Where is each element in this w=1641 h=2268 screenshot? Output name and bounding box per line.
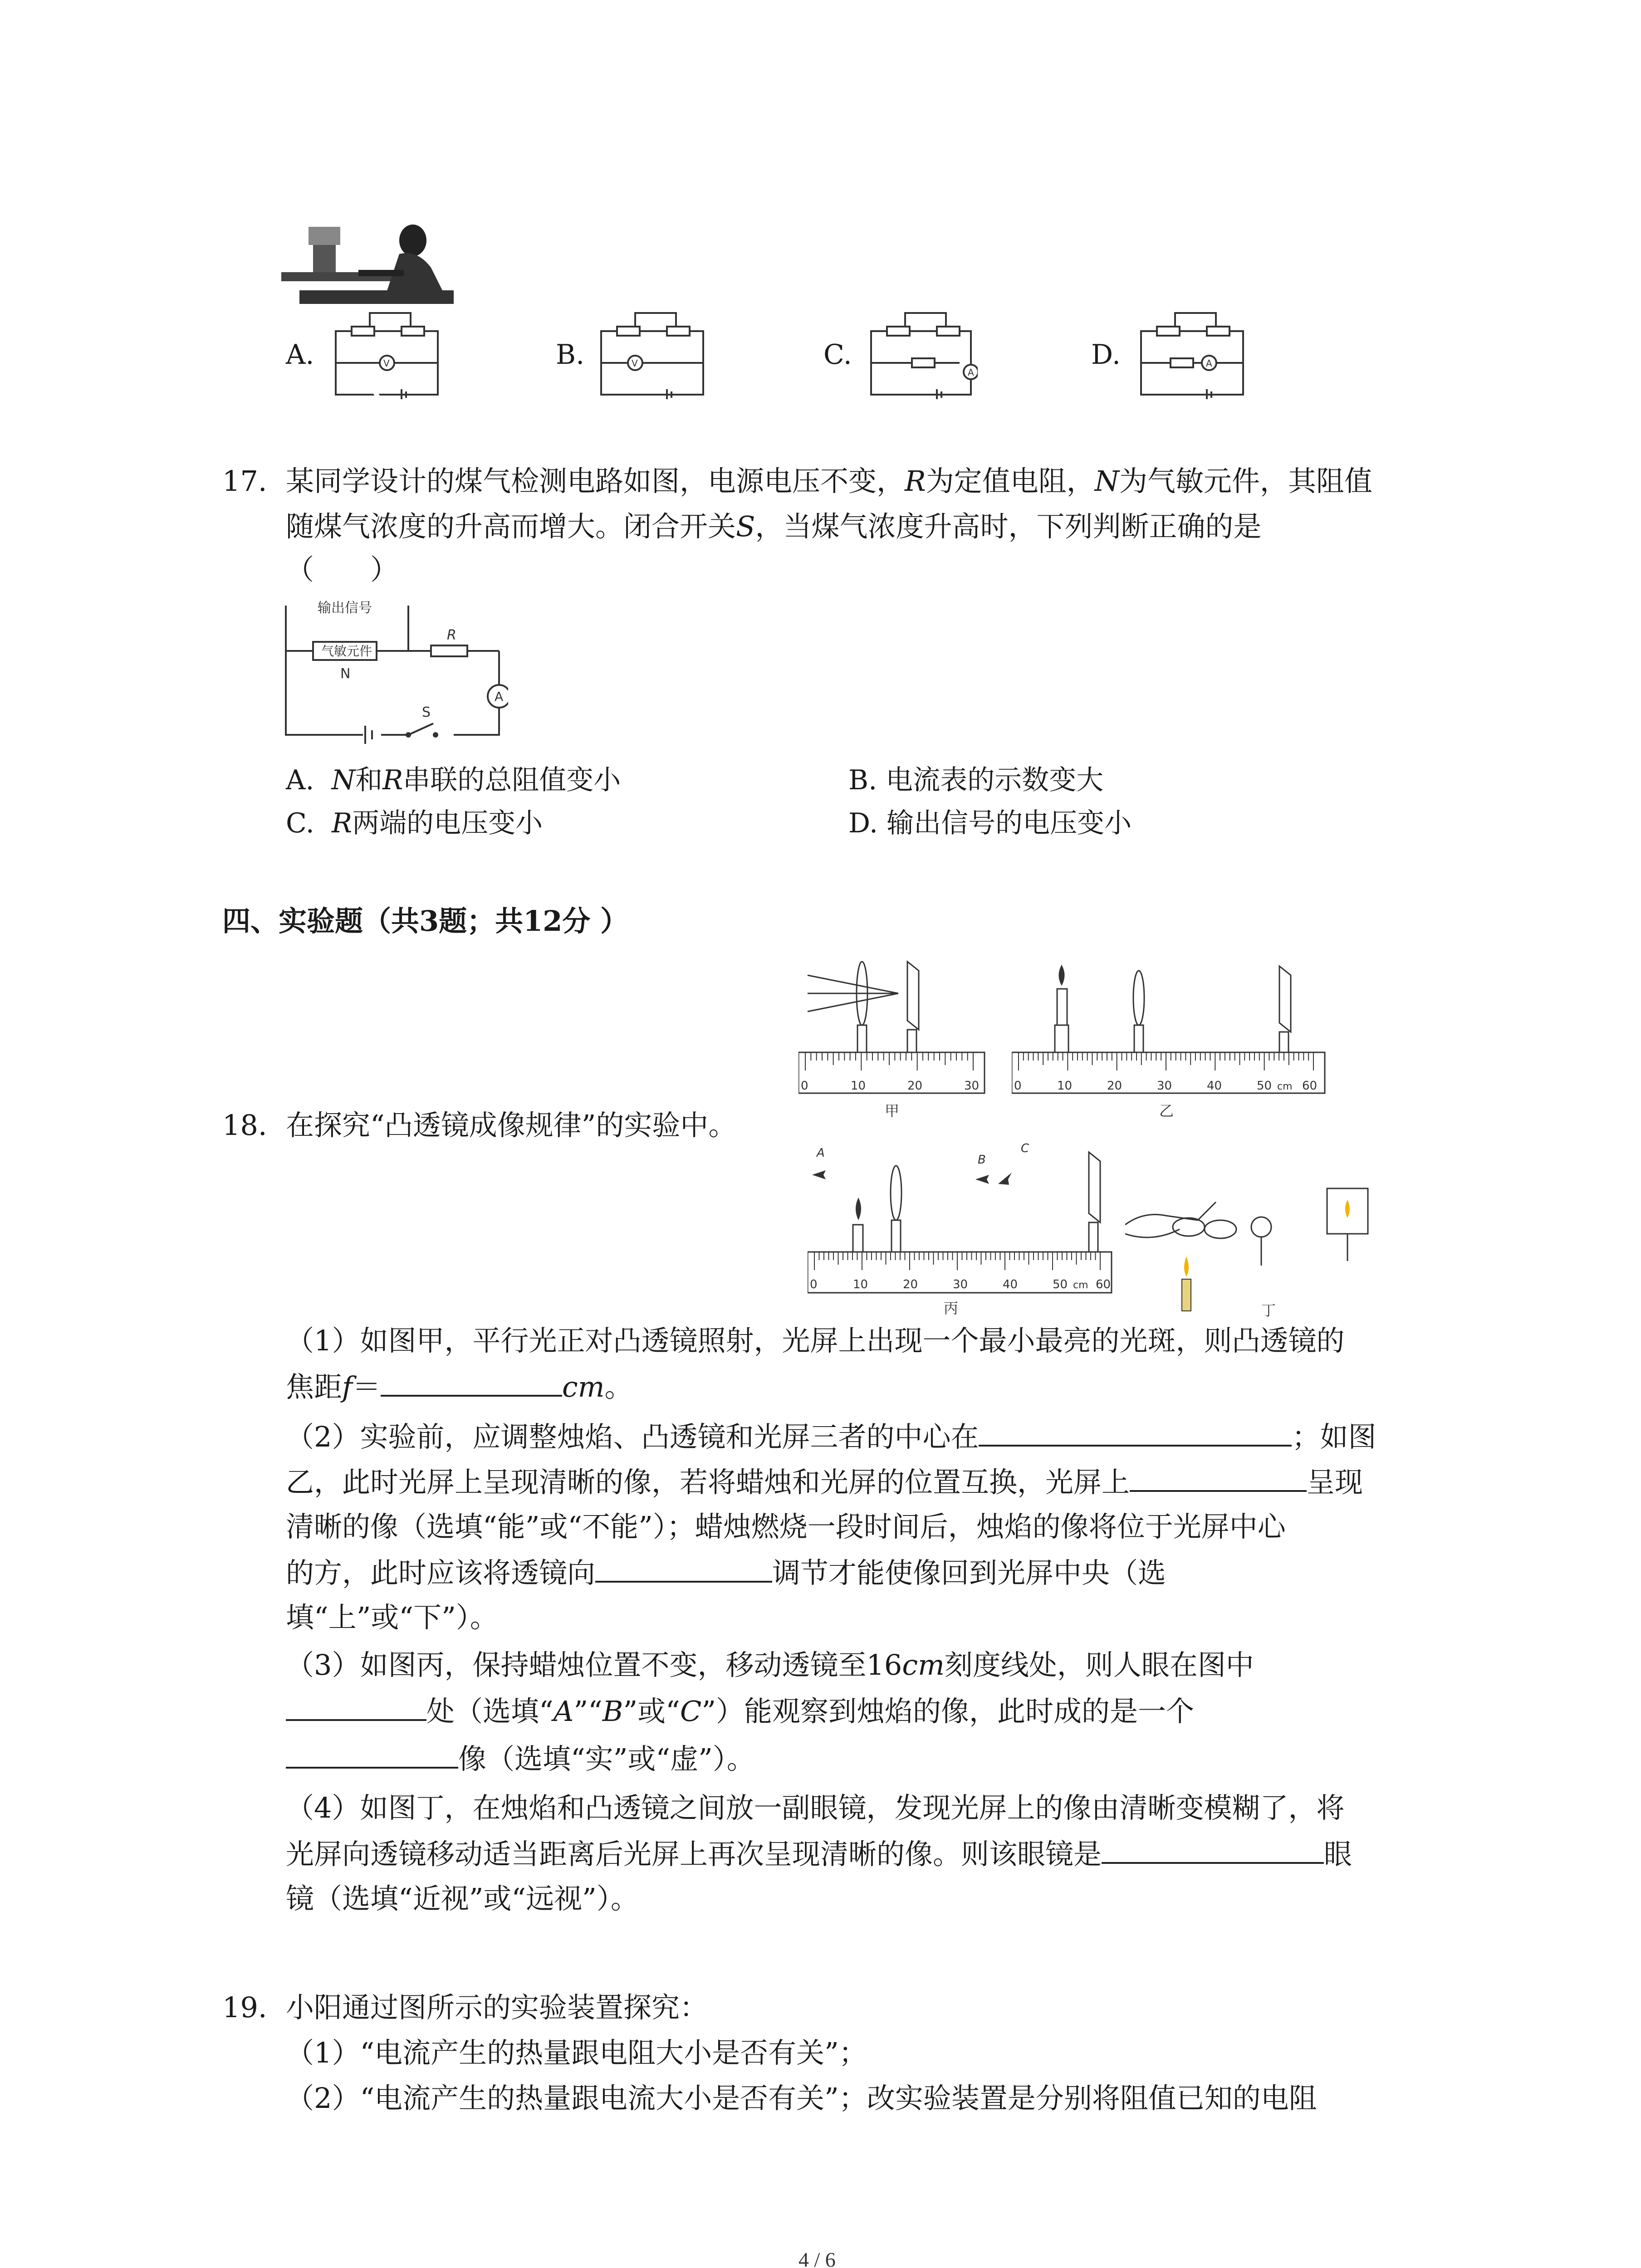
- q18-part2-line4: 的方，此时应该将透镜向 调节才能使像回到光屏中央（选: [286, 1556, 1166, 1589]
- svg-text:C: C: [1021, 1142, 1029, 1155]
- q18-label-yi: 乙: [1159, 1102, 1174, 1119]
- svg-text:0: 0: [1014, 1079, 1022, 1093]
- q18-answer-blank-focal-length[interactable]: [381, 1372, 562, 1397]
- q17-stem-line2: 随煤气浓度的升高而增大。闭合开关S，当煤气浓度升高时，下列判断正确的是: [286, 510, 1262, 543]
- q18-answer-blank-image-type[interactable]: [286, 1744, 458, 1769]
- svg-text:A: A: [817, 1146, 825, 1160]
- q18-figure-bing: [808, 1134, 1125, 1315]
- q16-option-a-label: A.: [286, 339, 314, 371]
- svg-text:A: A: [968, 367, 974, 378]
- q19-number: 19.: [222, 1991, 267, 2024]
- section-4-heading: 四、实验题（共3题；共12分 ）: [222, 904, 629, 938]
- svg-text:20: 20: [1107, 1079, 1122, 1093]
- q18-part2-line5: 填“上”或“下”）。: [286, 1601, 498, 1634]
- rower-photo: [281, 213, 481, 313]
- q18-part4-line1: （4）如图丁，在烛焰和凸透镜之间放一副眼镜，发现光屏上的像由清晰变模糊了，将: [286, 1791, 1345, 1824]
- q18-number: 18.: [222, 1109, 267, 1142]
- svg-text:30: 30: [964, 1079, 980, 1093]
- q17-number: 17.: [222, 464, 267, 498]
- q17-circuit-figure: [272, 594, 508, 744]
- svg-text:0: 0: [810, 1278, 818, 1291]
- svg-text:60: 60: [1096, 1278, 1111, 1291]
- q19-stem: 小阳通过图所示的实验装置探究：: [286, 1991, 708, 2024]
- q16-circuit-d: [1139, 308, 1248, 399]
- q19-part1: （1）“电流产生的热量跟电阻大小是否有关”；: [286, 2036, 867, 2069]
- svg-text:10: 10: [851, 1079, 866, 1093]
- q18-figure-yi: [1012, 948, 1329, 1125]
- q17-signal-label: 输出信号: [318, 600, 372, 616]
- q18-part2-line2: 乙，此时光屏上呈现清晰的像，若将蜡烛和光屏的位置互换，光屏上 呈现: [286, 1466, 1363, 1499]
- q18-part2-line3: 清晰的像（选填“能”或“不能”）；蜡烛燃烧一段时间后，烛焰的像将位于光屏中心: [286, 1510, 1286, 1543]
- q18-label-bing: 丙: [944, 1300, 959, 1315]
- q18-answer-blank-height[interactable]: [979, 1422, 1292, 1447]
- q17-option-b[interactable]: B. 电流表的示数变大: [848, 764, 1104, 796]
- svg-text:30: 30: [1157, 1079, 1172, 1093]
- q16-option-c-label: C.: [823, 339, 852, 371]
- svg-text:10: 10: [853, 1278, 868, 1291]
- q18-part1-line1: （1）如图甲，平行光正对凸透镜照射，光屏上出现一个最小最亮的光斑，则凸透镜的: [286, 1324, 1345, 1357]
- q18-stem: 在探究“凸透镜成像规律”的实验中。: [286, 1109, 737, 1142]
- svg-text:50: 50: [1257, 1079, 1272, 1093]
- q18-part2-line1: （2）实验前，应调整烛焰、凸透镜和光屏三者的中心在 ；如图: [286, 1420, 1376, 1453]
- q18-part4-line3: 镜（选填“近视”或“远视”）。: [286, 1882, 639, 1915]
- q17-element-label: 气敏元件: [321, 644, 372, 659]
- q18-label-ding: 丁: [1261, 1302, 1276, 1319]
- q16-circuit-b: [599, 308, 708, 399]
- page-number: 4 / 6: [798, 2248, 836, 2268]
- svg-text:60: 60: [1302, 1079, 1318, 1093]
- q17-option-c[interactable]: C. R两端的电压变小: [286, 807, 543, 839]
- svg-text:cm: cm: [1277, 1081, 1293, 1092]
- q17-option-a[interactable]: A. N和R串联的总阻值变小: [286, 764, 621, 796]
- q18-answer-blank-swap[interactable]: [1130, 1467, 1307, 1492]
- q17-answer-paren: （ ）: [286, 553, 399, 586]
- svg-text:N: N: [340, 666, 351, 682]
- q18-answer-blank-position[interactable]: [286, 1696, 426, 1721]
- q18-part3-line3: 像（选填“实”或“虚”）。: [286, 1744, 755, 1773]
- q17-option-d[interactable]: D. 输出信号的电压变小: [848, 807, 1132, 839]
- svg-text:cm: cm: [1073, 1280, 1088, 1291]
- svg-text:20: 20: [907, 1079, 923, 1093]
- q18-part4-line2: 光屏向透镜移动适当距离后光屏上再次呈现清晰的像。则该眼镜是 眼: [286, 1838, 1352, 1871]
- svg-text:10: 10: [1057, 1079, 1073, 1093]
- svg-text:A: A: [1206, 358, 1212, 369]
- q19-part2: （2）“电流产生的热量跟电流大小是否有关”；改实验装置是分别将阻值已知的电阻: [286, 2082, 1317, 2115]
- svg-text:V: V: [632, 358, 638, 369]
- svg-text:40: 40: [1207, 1079, 1222, 1093]
- q18-part3-line2: 处（选填“A”“B”或“C”）能观察到烛焰的像，此时成的是一个: [286, 1696, 1194, 1725]
- q18-figure-jia: [798, 948, 989, 1125]
- svg-text:S: S: [422, 704, 431, 720]
- svg-text:40: 40: [1003, 1278, 1018, 1291]
- q18-answer-blank-glasses[interactable]: [1102, 1839, 1324, 1864]
- q18-answer-blank-direction[interactable]: [595, 1558, 772, 1583]
- svg-text:30: 30: [953, 1278, 968, 1291]
- q18-part3-line1: （3）如图丙，保持蜡烛位置不变，移动透镜至16cm刻度线处，则人眼在图中: [286, 1648, 1254, 1681]
- svg-text:V: V: [383, 358, 390, 369]
- svg-text:20: 20: [903, 1278, 918, 1291]
- q18-figure-ding: [1125, 1175, 1379, 1320]
- q18-part1-line2: 焦距f＝ cm。: [286, 1370, 633, 1403]
- svg-text:R: R: [447, 627, 456, 643]
- q16-option-d-label: D.: [1091, 339, 1121, 371]
- q17-stem-line1: 某同学设计的煤气检测电路如图，电源电压不变，R为定值电阻，N为气敏元件，其阻值: [286, 464, 1372, 498]
- q16-option-b-label: B.: [556, 339, 585, 371]
- q16-circuit-c: [869, 308, 978, 399]
- q18-label-jia: 甲: [885, 1102, 900, 1119]
- svg-text:A: A: [495, 689, 504, 704]
- svg-text:B: B: [978, 1153, 986, 1167]
- svg-text:50: 50: [1053, 1278, 1068, 1291]
- q16-circuit-a: [333, 308, 442, 399]
- svg-text:0: 0: [801, 1079, 808, 1093]
